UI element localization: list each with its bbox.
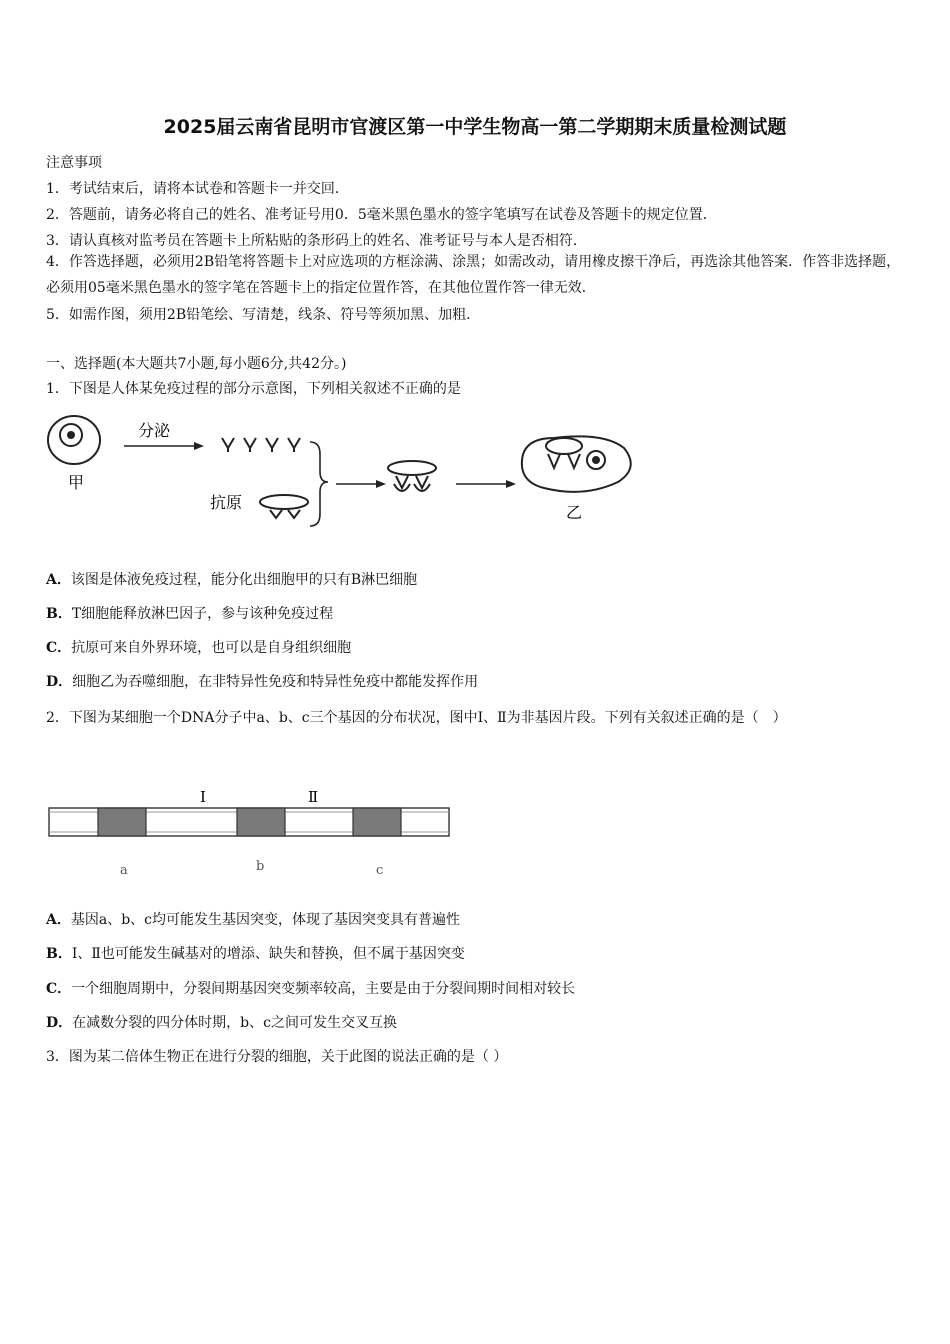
gene-b-label: b: [256, 859, 265, 874]
antigen-label: 抗原: [210, 493, 243, 512]
cell-jia-label: 甲: [68, 473, 85, 492]
gene-b-segment: [237, 808, 285, 836]
q1-option-d: D．细胞乙为吞噬细胞，在非特异性免疫和特异性免疫中都能发挥作用: [46, 674, 479, 690]
q1-option-b: B．T细胞能释放淋巴因子，参与该种免疫过程: [46, 606, 334, 622]
segment-i-label: Ⅰ: [200, 788, 206, 806]
notice-item: 4．作答选择题，必须用2B铅笔将答题卡上对应选项的方框涂满、涂黑；如需改动，请用橡皮擦干净后，再选涂其他答案．作答非选择题，必须用05毫米黑色墨水的签字笔在答题卡上的指定位置作答，在其他位置作答一律无效．: [46, 254, 901, 296]
notice-item: 3．请认真核对监考员在答题卡上所粘贴的条形码上的姓名、准考证号与本人是否相符．: [46, 233, 587, 249]
cell-yi-label: 乙: [566, 503, 583, 522]
gene-c-segment: [353, 808, 401, 836]
antigen-icon: [260, 495, 308, 518]
gene-a-segment: [98, 808, 146, 836]
q2-option-a: A．基因a、b、c均可能发生基因突变，体现了基因突变具有普遍性: [46, 912, 461, 928]
notice-item: 2．答题前，请务必将自己的姓名、准考证号用0．5毫米黑色墨水的签字笔填写在试卷及答题卡的规定位置．: [46, 207, 717, 223]
notice-item: 5．如需作图，须用2B铅笔绘、写清楚，线条、符号等须加黑、加粗．: [46, 307, 481, 323]
page-title: 2025届云南省昆明市官渡区第一中学生物高一第二学期期末质量检测试题: [163, 116, 787, 138]
q2-option-d: D．在减数分裂的四分体时期，b、c之间可发生交叉互换: [46, 1015, 397, 1031]
question-2-stem: 2．下图为某细胞一个DNA分子中a、b、c三个基因的分布状况，图中Ⅰ、Ⅱ为非基因片段。下列有关叙述正确的是（ ）: [46, 710, 787, 726]
q2-option-c: C．一个细胞周期中，分裂间期基因突变频率较高，主要是由于分裂间期时间相对较长: [46, 981, 576, 997]
q2-option-b: B．Ⅰ、Ⅱ也可能发生碱基对的增添、缺失和替换，但不属于基因突变: [46, 946, 465, 962]
gene-c-label: c: [376, 863, 384, 878]
section-heading: 一、选择题(本大题共7小题,每小题6分,共42分。): [46, 356, 347, 372]
phagocyte-icon: [522, 436, 631, 491]
dna-gene-figure: [46, 780, 456, 884]
question-1-stem: 1．下图是人体某免疫过程的部分示意图，下列相关叙述不正确的是: [46, 381, 461, 397]
antibody-icon: [222, 438, 300, 452]
gene-a-label: a: [120, 863, 128, 878]
q1-option-a: A．该图是体液免疫过程，能分化出细胞甲的只有B淋巴细胞: [46, 572, 418, 588]
notice-heading: 注意事项: [46, 155, 102, 171]
antigen-antibody-complex-icon: [388, 461, 436, 491]
secrete-label: 分泌: [138, 421, 171, 440]
immune-process-figure: [44, 402, 644, 532]
q1-option-c: C．抗原可来自外界环境，也可以是自身组织细胞: [46, 640, 352, 656]
segment-ii-label: Ⅱ: [308, 788, 319, 806]
question-3-stem: 3．图为某二倍体生物正在进行分裂的细胞，关于此图的说法正确的是（ ）: [46, 1049, 508, 1065]
notice-item: 1．考试结束后，请将本试卷和答题卡一并交回．: [46, 181, 349, 197]
